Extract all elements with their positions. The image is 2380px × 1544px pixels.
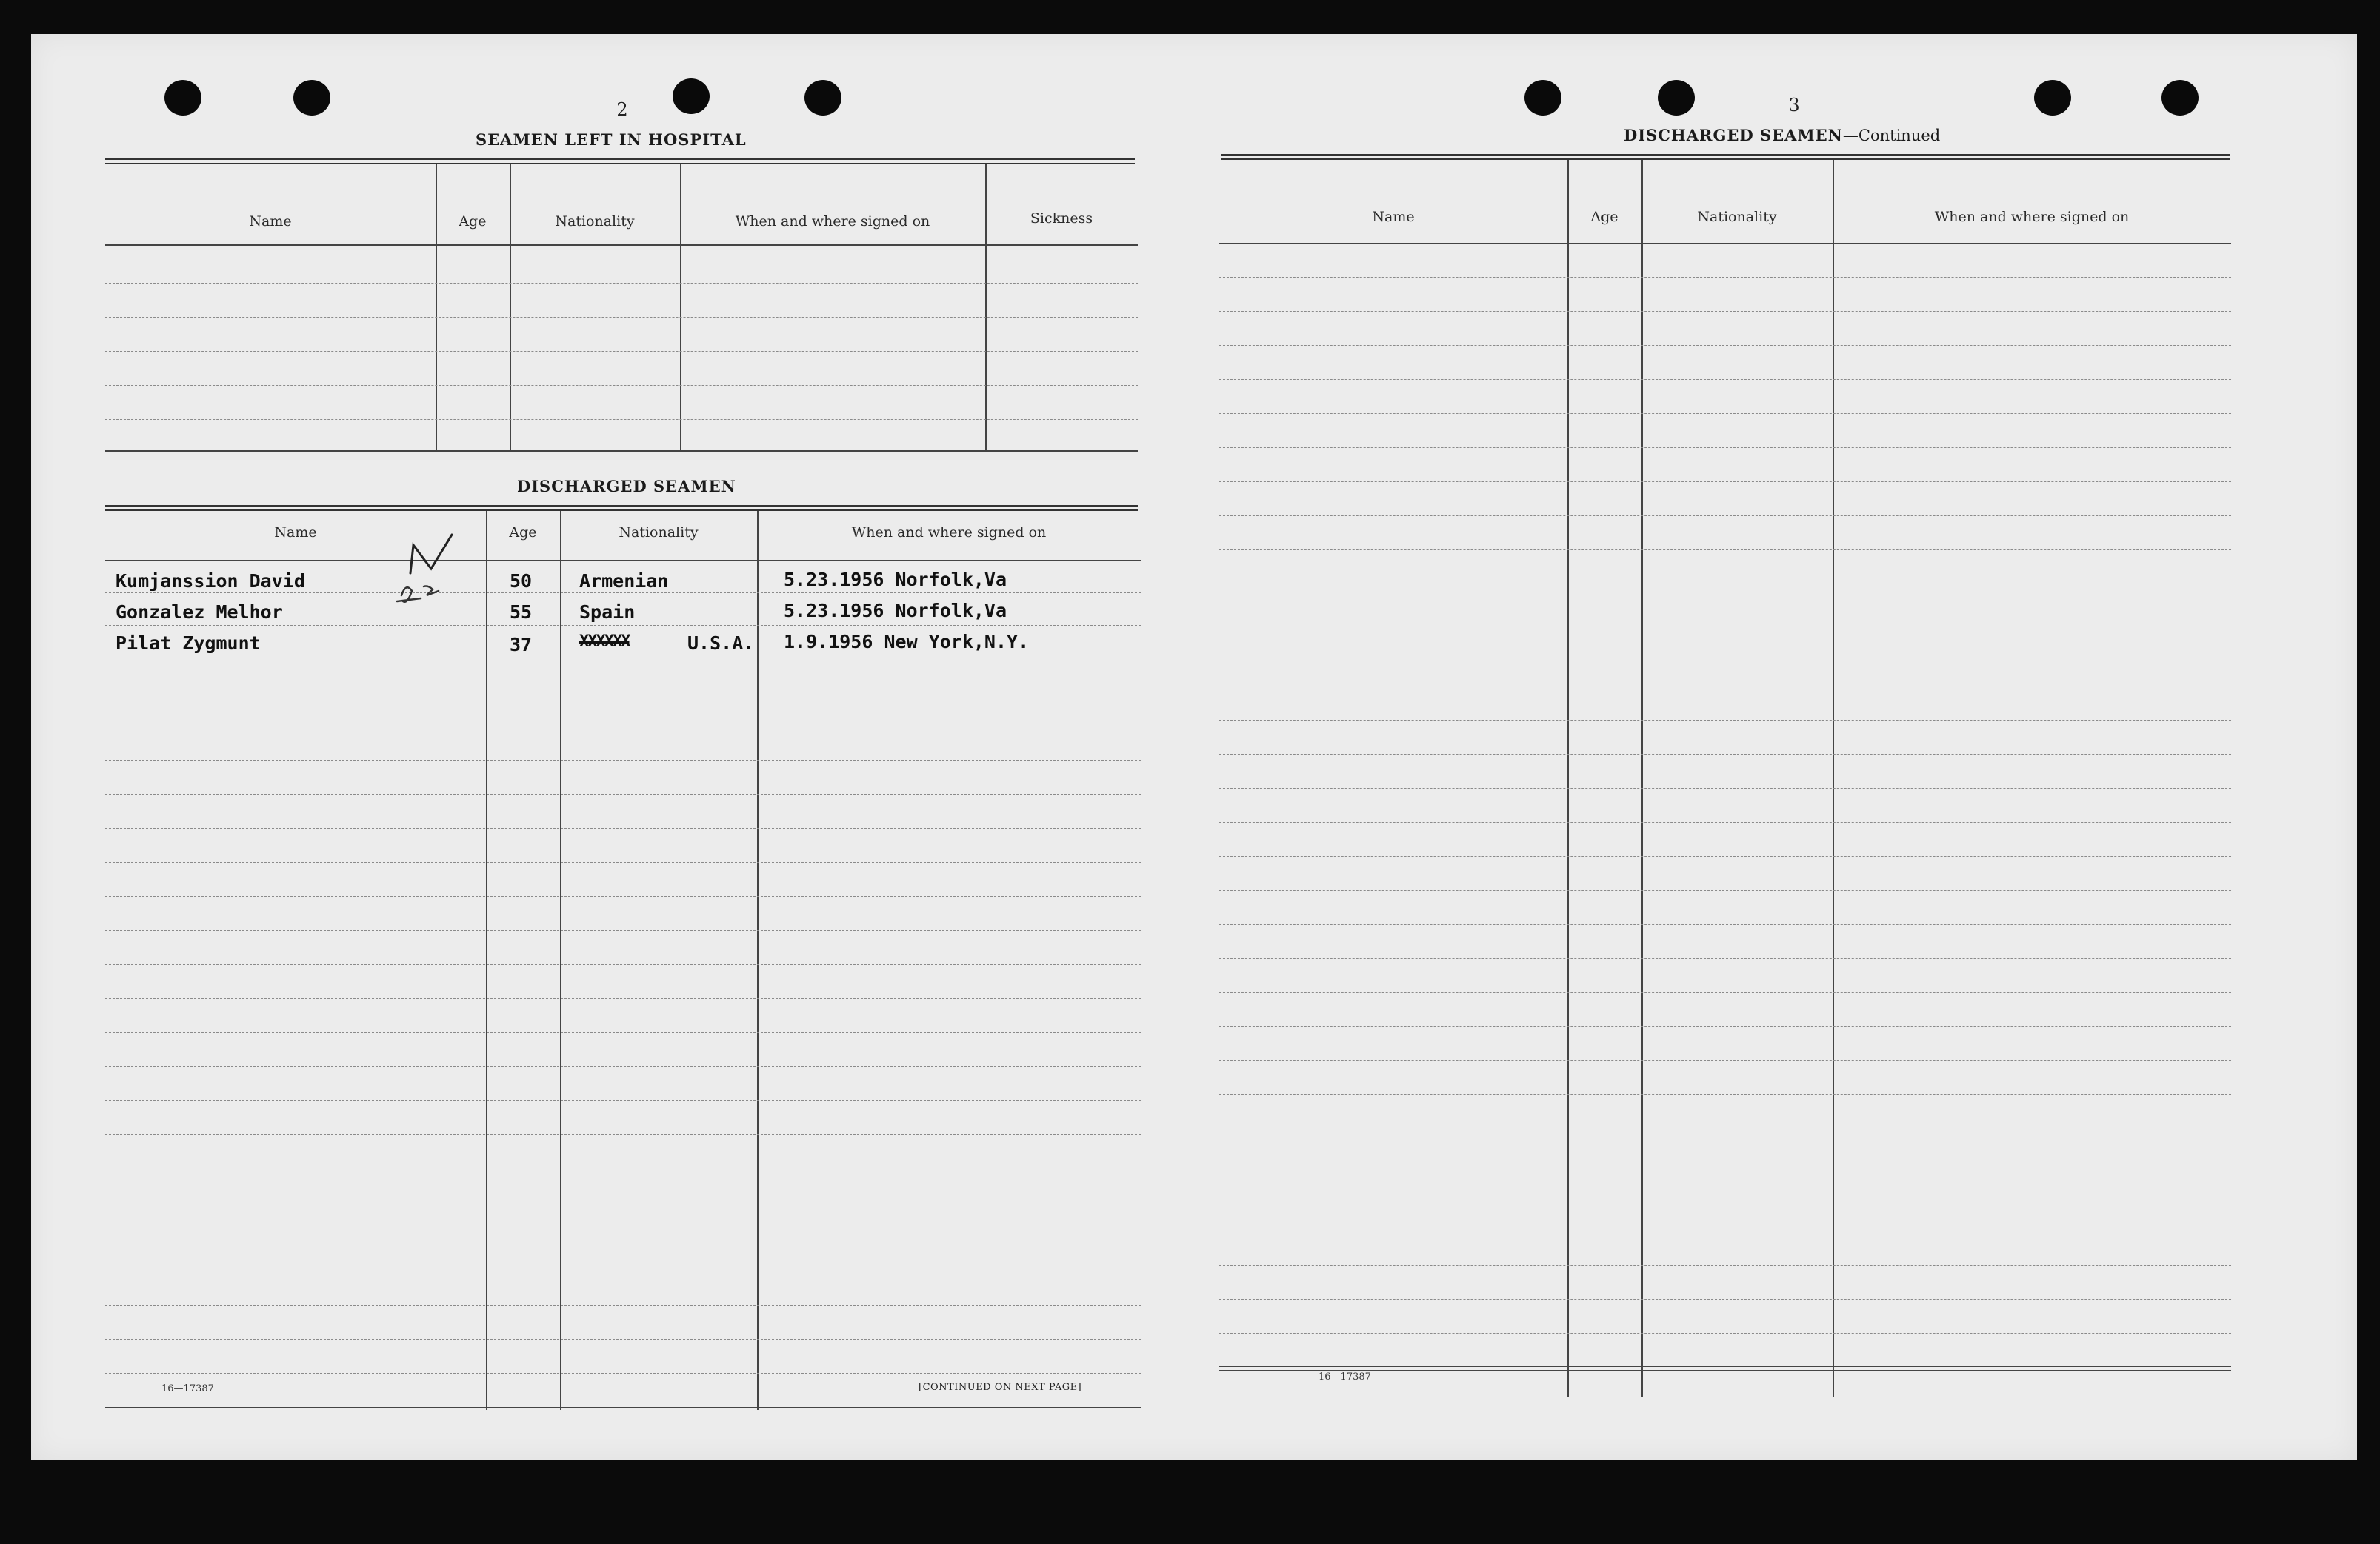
table-row-age: 37 bbox=[510, 634, 533, 655]
discharged-continued-table bbox=[1219, 160, 2231, 1397]
column-header-signed-on: When and where signed on bbox=[735, 213, 930, 230]
discharged-section-title: DISCHARGED SEAMEN bbox=[517, 477, 736, 495]
discharged-table bbox=[105, 511, 1141, 1410]
continued-note: [CONTINUED ON NEXT PAGE] bbox=[919, 1382, 1082, 1393]
section-rule bbox=[1221, 154, 2230, 160]
table-row-signed-on: 1.9.1956 New York,N.Y. bbox=[784, 631, 1030, 652]
hospital-table bbox=[105, 164, 1138, 452]
section-title-text: DISCHARGED SEAMEN bbox=[1624, 126, 1843, 144]
right-page bbox=[1187, 34, 2357, 1460]
column-header-age: Age bbox=[1590, 209, 1619, 225]
page-number: 3 bbox=[1788, 95, 1800, 116]
column-header-name: Name bbox=[1372, 209, 1415, 225]
column-header-sickness: Sickness bbox=[1030, 210, 1093, 227]
table-row-name: Pilat Zygmunt bbox=[116, 632, 261, 654]
column-header-nationality: Nationality bbox=[619, 524, 699, 541]
table-row-signed-on: 5.23.1956 Norfolk,Va bbox=[784, 600, 1007, 621]
column-header-signed-on: When and where signed on bbox=[851, 524, 1047, 541]
form-code: 16—17387 bbox=[1319, 1371, 1371, 1383]
column-header-nationality: Nationality bbox=[555, 213, 635, 230]
column-header-signed-on: When and where signed on bbox=[1934, 209, 2130, 225]
table-row-name: Gonzalez Melhor bbox=[116, 601, 283, 623]
left-page bbox=[31, 34, 1187, 1460]
handwritten-check-mark-icon bbox=[394, 530, 468, 612]
table-row-age: 55 bbox=[510, 601, 533, 623]
table-row-signed-on: 5.23.1956 Norfolk,Va bbox=[784, 569, 1007, 590]
column-header-age: Age bbox=[509, 524, 537, 541]
table-row-nationality: Armenian bbox=[579, 570, 669, 592]
section-rule bbox=[105, 505, 1138, 511]
column-header-name: Name bbox=[274, 524, 317, 541]
table-row-name: Kumjanssion David bbox=[116, 570, 305, 592]
column-header-nationality: Nationality bbox=[1697, 209, 1777, 225]
discharged-continued-title bbox=[1624, 126, 1940, 144]
column-header-age: Age bbox=[459, 213, 487, 230]
struck-out-text: XXXXXX bbox=[579, 632, 630, 651]
page-number: 2 bbox=[616, 99, 628, 120]
document-sheet bbox=[31, 34, 2357, 1460]
table-row-nationality: U.S.A. bbox=[687, 632, 755, 654]
section-rule bbox=[105, 158, 1135, 164]
table-row-nationality: Spain bbox=[579, 601, 636, 623]
table-row-age: 50 bbox=[510, 570, 533, 592]
form-code: 16—17387 bbox=[161, 1383, 214, 1394]
hospital-section-title: SEAMEN LEFT IN HOSPITAL bbox=[476, 130, 747, 149]
section-title-suffix: —Continued bbox=[1842, 127, 1941, 144]
column-header-name: Name bbox=[249, 213, 292, 230]
